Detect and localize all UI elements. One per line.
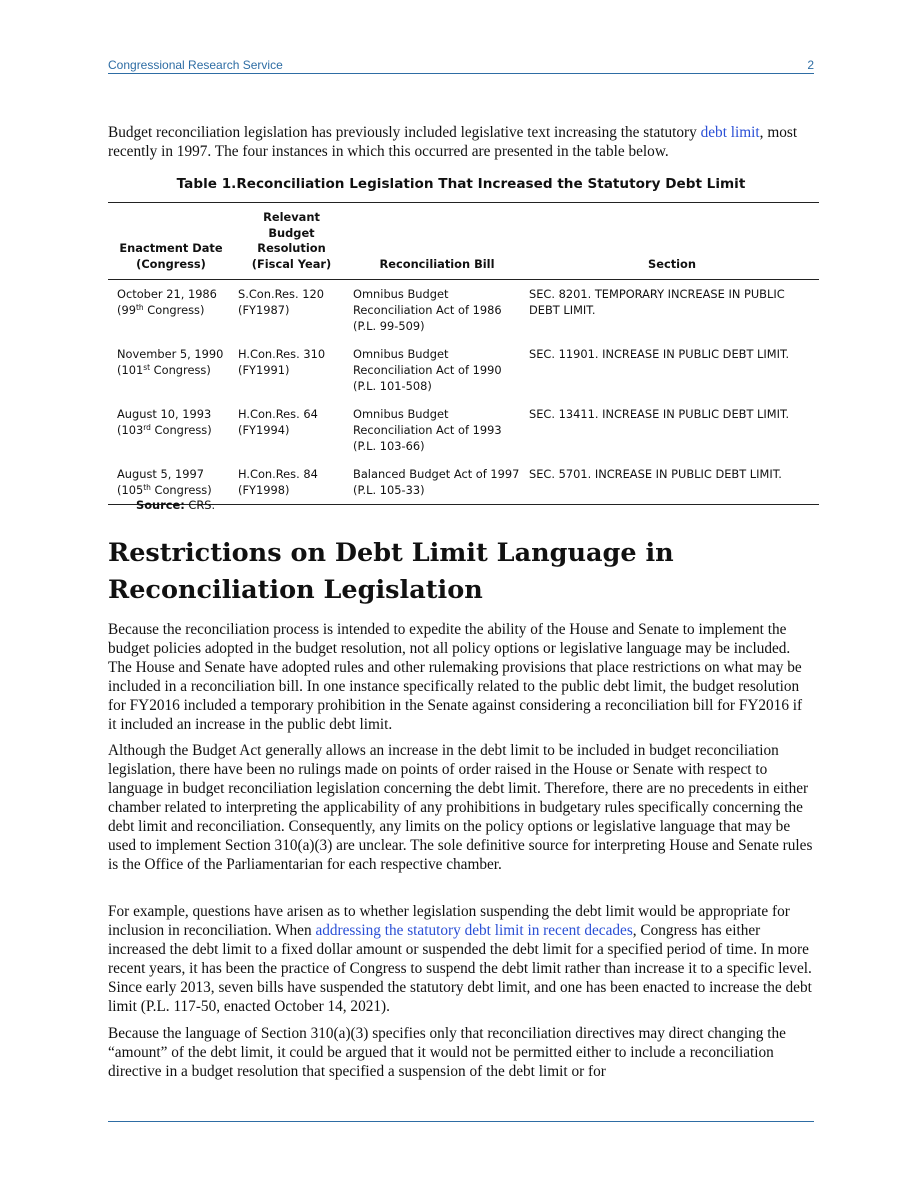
- header-reconciliation-bill: Reconciliation Bill: [349, 203, 525, 280]
- cell-section: SEC. 13411. INCREASE IN PUBLIC DEBT LIMIT.: [529, 407, 790, 421]
- cell-resolution: H.Con.Res. 64 (FY1994): [238, 407, 318, 437]
- cell-section: SEC. 5701. INCREASE IN PUBLIC DEBT LIMIT.: [525, 460, 819, 505]
- section-heading: Restrictions on Debt Limit Language in Reconciliation Legislation: [108, 538, 674, 605]
- debt-limit-link[interactable]: debt limit: [700, 124, 760, 141]
- example-text-after: , Congress has either increased the debt limit to a fixed dollar amount or suspended the debt limit for a specified period of time. In more recent years, it has been the practice of Congress to suspend the debt limit rather than increase it to a specific level. Since early 2013, seven bills have suspended the statutory debt limit, and one has been enacted to increase the debt limit (P.L. 117-50, enacted October 14, 2021).: [108, 922, 812, 1015]
- intro-paragraph: [108, 123, 814, 161]
- cell-enactment-date: October 21, 1986 (99th Congress): [117, 287, 217, 317]
- cell-enactment-date: August 5, 1997 (105th Congress): [108, 460, 234, 505]
- footer-rule: [108, 1121, 814, 1122]
- cell-bill: Omnibus Budget Reconciliation Act of 1990 (P.L. 101-508): [353, 347, 502, 393]
- table-row: [108, 340, 819, 400]
- paragraph-section-310: Because the language of Section 310(a)(3) specifies only that reconciliation directives may direct changing the “amount” of the debt limit, it could be argued that it would not be permitted either to include a reconciliation directive in a budget resolution that specified a suspension of the debt limit or for: [108, 1025, 786, 1080]
- cell-section: SEC. 11901. INCREASE IN PUBLIC DEBT LIMIT.: [529, 347, 790, 361]
- header-section: Section: [525, 203, 819, 280]
- reconciliation-table: [108, 202, 819, 505]
- header-budget-resolution: Relevant Budget Resolution (Fiscal Year): [234, 203, 349, 280]
- table-header-row: [108, 203, 819, 280]
- paragraph-restrictions: Because the reconciliation process is intended to expedite the ability of the House and Senate to implement the budget policies adopted in the budget resolution, not all policy options or legislative language may be included. The House and Senate have adopted rules and other rulemaking provisions that place restrictions on what may be included in a reconciliation bill. In one instance specifically related to the public debt limit, the budget resolution for FY2016 included a temporary prohibition in the Senate against considering a reconciliation bill for FY2016 if it included an increase in the public debt limit.: [108, 621, 803, 733]
- header-org: Congressional Research Service: [108, 58, 283, 72]
- cell-enactment-date: August 10, 1993 (103rd Congress): [117, 407, 212, 437]
- paragraph-budget-act: Although the Budget Act generally allows an increase in the debt limit to be included in budget reconciliation legislation, there have been no rulings made on points of order raised in the House or Senate with respect to language in budget reconciliation legislation concerning the debt limit. Therefore, there are no precedents in either chamber related to interpreting the applicability of any prohibitions in budgetary rules specifically concerning the debt limit and reconciliation. Consequently, any limits on the policy options or legislative language that may be used to implement Section 310(a)(3) are unclear. The sole definitive source for interpreting House and Senate rules is the Office of the Parliamentarian for each respective chamber.: [108, 742, 813, 873]
- header-enactment-date: Enactment Date (Congress): [108, 203, 234, 280]
- cell-resolution: H.Con.Res. 310 (FY1991): [238, 347, 326, 377]
- cell-section: SEC. 8201. TEMPORARY INCREASE IN PUBLIC DEBT LIMIT.: [529, 287, 785, 317]
- intro-text-before: Budget reconciliation legislation has previously included legislative text increasing the statutory: [108, 124, 701, 141]
- table-title: Table 1.Reconciliation Legislation That Increased the Statutory Debt Limit: [176, 176, 746, 192]
- cell-bill: Omnibus Budget Reconciliation Act of 1993 (P.L. 103-66): [353, 407, 502, 453]
- paragraph-example: [108, 902, 814, 1016]
- header-rule: [108, 73, 814, 74]
- recent-decades-link[interactable]: addressing the statutory debt limit in recent decades: [315, 922, 633, 939]
- page-number: 2: [807, 58, 814, 72]
- intro-text-after: , most recently in 1997. The four instances in which this occurred are presented in the table below.: [108, 124, 798, 160]
- cell-enactment-date: November 5, 1990 (101st Congress): [117, 347, 224, 377]
- cell-resolution: S.Con.Res. 120 (FY1987): [238, 287, 324, 317]
- running-header: [108, 58, 814, 74]
- table-row: [108, 400, 819, 460]
- cell-bill: Omnibus Budget Reconciliation Act of 1986 (P.L. 99-509): [353, 287, 502, 333]
- table-row: [108, 280, 819, 341]
- table-source-note: [136, 498, 215, 512]
- source-label: Source:: [136, 498, 185, 512]
- source-text: CRS.: [184, 498, 216, 512]
- cell-bill: Balanced Budget Act of 1997 (P.L. 105-33): [349, 460, 525, 505]
- cell-resolution: H.Con.Res. 84 (FY1998): [234, 460, 349, 505]
- example-text-before: For example, questions have arisen as to whether legislation suspending the debt limit would be appropriate for inclusion in reconciliation. When: [108, 903, 790, 939]
